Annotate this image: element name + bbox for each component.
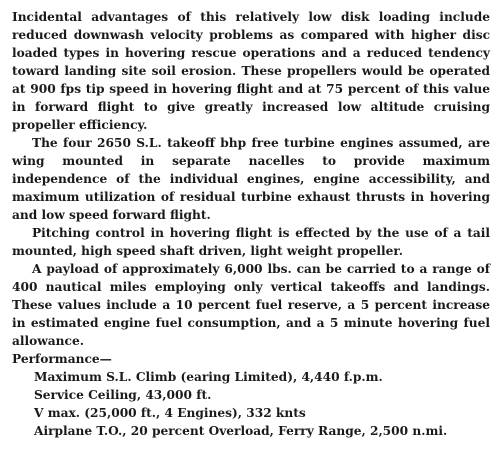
- performance-list: [12, 368, 490, 440]
- performance-item-ceiling: Service Ceiling, 43,000 ft.: [34, 388, 212, 402]
- paragraph-pitching-control: Pitching control in hovering flight is effected by the use of a tail mounted, high speed shaft driven, light weight propeller.: [12, 226, 490, 258]
- document-page: [12, 8, 490, 440]
- paragraph-turbine-engines: The four 2650 S.L. takeoff bhp free turbine engines assumed, are wing mounted in separate nacelles to provide maximum independence of the individual engines, engine accessibility, and maximum utilization of residual turbine exhaust thrusts in hovering and low speed forward flight.: [12, 136, 490, 222]
- performance-item-climb: Maximum S.L. Climb (earing Limited), 4,440 f.p.m.: [34, 370, 383, 384]
- performance-item-vmax: V max. (25,000 ft., 4 Engines), 332 knts: [34, 406, 306, 420]
- performance-heading: Performance—: [12, 352, 112, 366]
- paragraph-payload: A payload of approximately 6,000 lbs. can be carried to a range of 400 nautical miles employing only vertical takeoffs and landings. These values include a 10 percent fuel reserve, a 5 percent increase in estimated engine fuel consumption, and a 5 minute hovering fuel allowance.: [12, 262, 490, 348]
- performance-item-ferry-range: Airplane T.O., 20 percent Overload, Ferry Range, 2,500 n.mi.: [34, 424, 448, 438]
- paragraph-disk-loading: Incidental advantages of this relatively low disk loading include reduced downwash velocity problems as compared with higher disc loaded types in hovering rescue operations and a reduced tendency toward landing site soil erosion. These propellers would be operated at 900 fps tip speed in hovering flight and at 75 percent of this value in forward flight to give greatly increased low altitude cruising propeller efficiency.: [12, 10, 490, 132]
